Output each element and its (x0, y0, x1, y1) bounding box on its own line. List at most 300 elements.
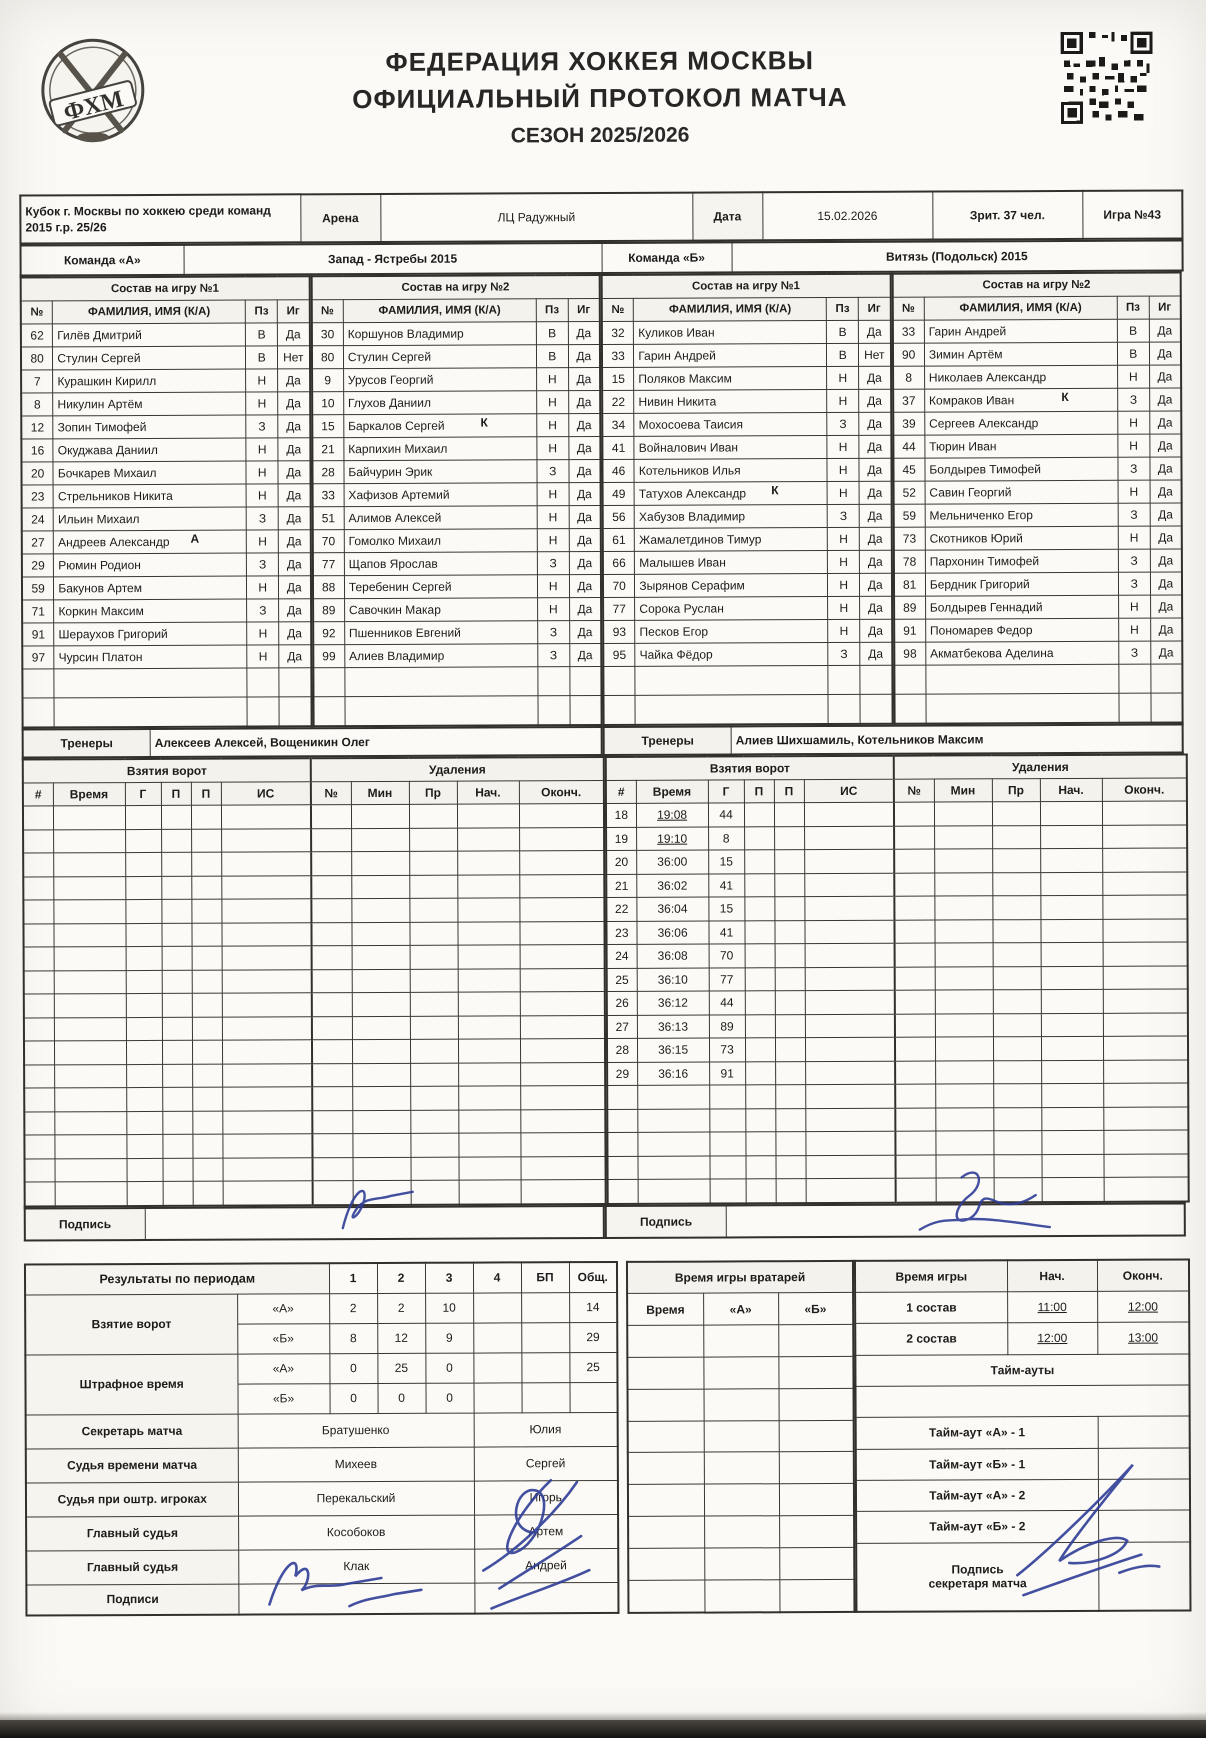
player-number: 80 (21, 347, 53, 370)
empty-cell (779, 1484, 854, 1516)
player-position: Н (536, 391, 568, 414)
empty-cell (775, 991, 805, 1015)
empty-cell (776, 1155, 806, 1179)
team-a-signature-area (145, 1206, 604, 1240)
empty-cell (519, 921, 604, 945)
player-played: Да (278, 507, 310, 530)
empty-cell (895, 1084, 935, 1108)
player-name: Коршунов Владимир (343, 322, 536, 346)
empty-cell (627, 1325, 703, 1357)
player-position: З (247, 599, 279, 622)
roster-row (312, 368, 601, 392)
goalie-time-title: Время игры вратарей (627, 1260, 853, 1293)
player-name: Карпихин Михаил (344, 437, 537, 461)
score-b-total: 29 (569, 1322, 617, 1352)
official-role: Судья при оштр. игроках (26, 1482, 238, 1517)
empty-cell (779, 1420, 854, 1452)
empty-row (607, 1083, 1188, 1109)
goal-time: 36:00 (636, 850, 708, 874)
empty-cell (23, 923, 53, 947)
player-name: Песков Егор (635, 620, 828, 644)
roster-row (22, 553, 311, 577)
empty-cell (828, 694, 860, 724)
goal-index: 19 (606, 827, 636, 851)
player-played: Да (278, 369, 310, 392)
empty-cell (409, 828, 457, 852)
roster-row (893, 572, 1182, 596)
empty-cell (775, 1014, 805, 1038)
player-number: 33 (892, 320, 924, 343)
empty-cell (934, 802, 992, 826)
empty-cell (804, 849, 894, 873)
empty-cell (935, 1131, 993, 1155)
player-number: 89 (894, 596, 926, 619)
col-name: ФАМИЛИЯ, ИМЯ (К/А) (343, 299, 536, 323)
player-name: Курашкин Кирилл (53, 369, 246, 393)
player-name: Хабузов Владимир (634, 505, 827, 529)
lineup-1-start: 11:00 (1007, 1291, 1097, 1323)
player-number: 23 (22, 485, 54, 508)
player-position: Н (1118, 526, 1150, 549)
arena-label: Арена (300, 194, 380, 242)
empty-cell (191, 899, 221, 923)
empty-cell (745, 1108, 775, 1132)
empty-row (22, 697, 311, 728)
player-position: Н (537, 506, 569, 529)
player-number: 16 (21, 439, 53, 462)
empty-cell (279, 697, 311, 727)
empty-cell (926, 664, 1119, 694)
penalty-col: Оконч. (1102, 778, 1187, 801)
player-number: 24 (22, 508, 54, 531)
player-number: 49 (603, 482, 635, 505)
player-name: Теребенин Сергей (344, 575, 537, 599)
player-name: Андреев Александр А (54, 530, 247, 554)
timeout-a1: Тайм-аут «А» - 1 (856, 1417, 1098, 1449)
player-name: Гарин Андрей (634, 344, 827, 368)
roster-title: Состав на игру №1 (602, 274, 891, 299)
player-number: 88 (312, 576, 344, 599)
pen-a-p1: 0 (329, 1353, 377, 1383)
empty-row (313, 667, 602, 697)
score-b-p3: 9 (425, 1323, 473, 1353)
empty-cell (993, 966, 1041, 990)
player-name: Котельников Илья (634, 459, 827, 483)
player-played: Да (859, 550, 891, 573)
player-name: Шераухов Григорий (54, 622, 247, 646)
empty-cell (1103, 1083, 1188, 1107)
empty-cell (457, 874, 519, 898)
roster-title: Состав на игру №2 (892, 272, 1181, 297)
empty-cell (895, 967, 935, 991)
empty-cell (935, 1107, 993, 1131)
empty-cell (894, 849, 934, 873)
roster-row (313, 598, 602, 622)
player-number: 20 (21, 462, 53, 485)
empty-cell (352, 1110, 410, 1134)
team-a-label: Команда «А» (21, 245, 184, 276)
pen-a-total: 25 (569, 1352, 617, 1382)
empty-cell (1103, 1059, 1188, 1083)
empty-cell (191, 923, 221, 947)
empty-cell (313, 697, 345, 727)
empty-cell (1041, 942, 1103, 966)
empty-cell (192, 1158, 222, 1182)
empty-row (628, 1515, 854, 1548)
player-number: 92 (313, 622, 345, 645)
player-position: Н (247, 530, 279, 553)
empty-cell (993, 1013, 1041, 1037)
goal-col: Время (636, 780, 708, 803)
roster-row (603, 527, 892, 551)
col-played: Иг (277, 300, 309, 323)
empty-cell (311, 852, 351, 876)
player-played: Нет (859, 343, 891, 366)
empty-cell (457, 827, 519, 851)
player-position: Н (1118, 480, 1150, 503)
player-played: Да (1150, 526, 1182, 549)
empty-cell (935, 943, 993, 967)
empty-cell (895, 1061, 935, 1085)
empty-cell (24, 994, 54, 1018)
score-a-bp (521, 1292, 569, 1322)
empty-cell (312, 1063, 352, 1087)
empty-cell (709, 1085, 745, 1109)
empty-cell (894, 826, 934, 850)
empty-cell (1103, 1012, 1188, 1036)
player-played: Да (1149, 365, 1181, 388)
empty-cell (54, 1088, 126, 1112)
official-row (26, 1514, 618, 1551)
empty-cell (54, 1017, 126, 1041)
player-position: З (827, 504, 859, 527)
player-number: 52 (893, 481, 925, 504)
empty-cell (935, 1013, 993, 1037)
empty-cell (710, 1179, 746, 1203)
player-played: Да (279, 645, 311, 668)
empty-cell (1041, 1083, 1103, 1107)
scanner-edge-bar (0, 1720, 1206, 1738)
empty-cell (222, 1063, 312, 1087)
empty-cell (53, 853, 125, 877)
player-name: Тюрин Иван (925, 434, 1118, 458)
empty-cell (222, 969, 312, 993)
player-played: Да (568, 391, 600, 414)
arena-value: ЛЦ Радужный (380, 193, 692, 242)
player-number: 91 (894, 619, 926, 642)
team-b-label: Команда «Б» (602, 242, 732, 273)
empty-cell (222, 993, 312, 1017)
player-name: Сергеев Александр (925, 411, 1118, 435)
empty-cell (1102, 824, 1187, 848)
team-a-signature-ink (328, 1169, 458, 1240)
penalty-minutes-label: Штрафное время (25, 1354, 237, 1415)
player-position: Н (537, 598, 569, 621)
lineup-2-start: 12:00 (1007, 1323, 1097, 1355)
goal-col: ИС (804, 779, 894, 802)
empty-cell (745, 967, 775, 991)
empty-cell (607, 1109, 637, 1133)
empty-row (627, 1325, 853, 1358)
empty-cell (779, 1515, 854, 1547)
player-name: Войналович Иван (634, 436, 827, 460)
empty-row (628, 1547, 854, 1580)
empty-cell (222, 1157, 312, 1181)
empty-cell (312, 1110, 352, 1134)
score-a-p1: 2 (329, 1293, 377, 1323)
player-played: Да (279, 599, 311, 622)
goal-index: 20 (606, 850, 636, 874)
roster-row (602, 343, 891, 367)
empty-cell (520, 1085, 605, 1109)
empty-cell (895, 990, 935, 1014)
player-played: Да (1150, 641, 1182, 664)
score-a-p3: 10 (425, 1293, 473, 1323)
roster-row (21, 369, 310, 393)
player-position: Н (537, 483, 569, 506)
col-number: № (892, 297, 924, 320)
player-name: Савочкин Макар (344, 598, 537, 622)
player-played: Да (568, 437, 600, 460)
document-header (19, 29, 1182, 184)
goal-scorer-number: 44 (708, 803, 744, 827)
empty-cell (895, 1037, 935, 1061)
player-position: Н (1118, 618, 1150, 641)
timeout-a2-value (1098, 1479, 1190, 1511)
empty-cell (520, 944, 605, 968)
goal-row (607, 942, 1188, 968)
goal-time: 36:02 (636, 874, 708, 898)
roster-row (893, 526, 1182, 550)
empty-row (23, 897, 604, 923)
empty-row (23, 827, 604, 853)
penalties-title: Удаления (311, 757, 604, 782)
empty-cell (410, 992, 458, 1016)
goal-row (606, 824, 1187, 850)
player-name: Алиев Владимир (345, 644, 538, 668)
player-played: Да (278, 530, 310, 553)
team-signatures-row (24, 1202, 1186, 1241)
goal-col: Г (708, 780, 744, 803)
empty-row (24, 991, 605, 1017)
empty-cell (53, 876, 125, 900)
empty-cell (520, 968, 605, 992)
penalty-col: Пр (409, 781, 457, 804)
roster-row (22, 576, 311, 600)
player-number: 61 (603, 528, 635, 551)
empty-cell (126, 1134, 162, 1158)
empty-cell (25, 1182, 55, 1206)
player-position: Н (246, 369, 278, 392)
player-played: Да (569, 460, 601, 483)
secretary-signature-label: Подпись секретаря матча (856, 1542, 1098, 1611)
player-number: 34 (602, 413, 634, 436)
empty-cell (1119, 664, 1151, 693)
empty-cell (458, 945, 520, 969)
empty-cell (993, 943, 1041, 967)
empty-cell (162, 970, 192, 994)
empty-cell (24, 947, 54, 971)
goal-col: ИС (221, 782, 311, 805)
player-number: 70 (603, 574, 635, 597)
goal-time: 19:08 (636, 803, 708, 827)
roster-row (893, 549, 1182, 573)
official-surname: Братушенко (238, 1413, 474, 1448)
penalty-col: Пр (992, 779, 1040, 802)
empty-cell (744, 803, 774, 827)
player-played: Нет (278, 346, 310, 369)
player-number: 41 (602, 436, 634, 459)
empty-cell (54, 668, 247, 698)
empty-cell (774, 803, 804, 827)
roster-row (603, 619, 892, 643)
team-b-signature (605, 1202, 1186, 1239)
player-number: 45 (893, 458, 925, 481)
team-b-roster-game2 (891, 271, 1183, 724)
empty-cell (1103, 965, 1188, 989)
player-position: В (1117, 342, 1149, 365)
empty-cell (745, 920, 775, 944)
empty-cell (775, 944, 805, 968)
empty-cell (223, 1181, 313, 1205)
captain-letter: К (771, 483, 779, 498)
official-firstname: Сергей (474, 1446, 618, 1481)
player-played: Да (278, 415, 310, 438)
empty-cell (125, 829, 161, 853)
player-position: Н (536, 368, 568, 391)
empty-cell (54, 947, 126, 971)
player-number: 62 (21, 324, 53, 347)
empty-cell (993, 1131, 1041, 1155)
empty-cell (804, 802, 894, 826)
empty-cell (23, 876, 53, 900)
empty-cell (191, 852, 221, 876)
empty-cell (519, 803, 604, 827)
empty-cell (221, 852, 311, 876)
goal-scorer-number: 41 (709, 920, 745, 944)
empty-cell (703, 1325, 778, 1357)
player-number: 81 (893, 573, 925, 596)
empty-cell (775, 1085, 805, 1109)
player-number: 21 (312, 438, 344, 461)
empty-cell (1040, 895, 1102, 919)
lineup-2-label: 2 состав (855, 1323, 1007, 1355)
season-title: СЕЗОН 2025/2026 (510, 123, 690, 148)
empty-cell (192, 1017, 222, 1041)
team-a-roster-game1 (20, 275, 312, 728)
col-played: Иг (858, 297, 890, 320)
player-position: З (1118, 457, 1150, 480)
player-position: З (537, 621, 569, 644)
empty-cell (519, 874, 604, 898)
player-name: Болдырев Геннадий (925, 595, 1118, 619)
empty-cell (192, 970, 222, 994)
empty-cell (779, 1579, 854, 1612)
penalty-col: Нач. (457, 781, 519, 804)
goal-row (606, 871, 1187, 897)
roster-row (22, 645, 311, 669)
player-name: Куликов Иван (634, 321, 827, 345)
player-number: 71 (22, 600, 54, 623)
player-played: Да (859, 435, 891, 458)
empty-row (627, 1356, 853, 1389)
player-played: Да (1150, 457, 1182, 480)
roster-row (312, 506, 601, 530)
signature-label: Подпись (606, 1205, 726, 1238)
roster-row (22, 599, 311, 623)
empty-cell (458, 1109, 520, 1133)
col-number: № (311, 300, 343, 323)
roster-row (894, 641, 1183, 665)
player-name: Гомолко Михаил (344, 529, 537, 553)
team-b-rosters (601, 271, 1184, 756)
scanner-shadow (0, 1712, 1206, 1720)
empty-row (608, 1177, 1189, 1204)
roster-row (893, 365, 1182, 389)
empty-row (313, 696, 602, 727)
empty-cell (935, 966, 993, 990)
empty-row (24, 968, 605, 994)
col-number: № (21, 301, 53, 324)
empty-cell (926, 693, 1119, 723)
empty-cell (24, 970, 54, 994)
player-position: З (1119, 641, 1151, 664)
empty-cell (1103, 989, 1188, 1013)
date-value: 15.02.2026 (762, 192, 932, 241)
empty-cell (351, 828, 409, 852)
roster-row (22, 484, 311, 508)
roster-row (312, 460, 601, 484)
player-name: Комраков Иван К (924, 388, 1117, 412)
player-number: 89 (313, 599, 345, 622)
empty-cell (1102, 848, 1187, 872)
empty-cell (311, 899, 351, 923)
penalty-col: № (894, 779, 934, 802)
empty-cell (1104, 1153, 1189, 1177)
roster-row (892, 319, 1181, 343)
player-name: Зимин Артём (924, 342, 1117, 366)
judge-signature-1-area (238, 1583, 474, 1615)
empty-cell (992, 825, 1040, 849)
rosters-section (20, 271, 1184, 758)
player-played: Да (860, 619, 892, 642)
empty-cell (805, 1061, 895, 1085)
goal-scorer-number: 73 (709, 1038, 745, 1062)
empty-row (603, 694, 892, 725)
goal-row (606, 801, 1187, 827)
player-name: Стулин Сергей (53, 346, 246, 370)
goal-col: # (606, 780, 636, 803)
empty-cell (222, 946, 312, 970)
empty-cell (247, 668, 279, 697)
player-name: Гарин Андрей (924, 319, 1117, 343)
player-position: Н (537, 414, 569, 437)
player-name: Нивин Никита (634, 390, 827, 414)
empty-cell (126, 1064, 162, 1088)
player-name: Бердник Григорий (925, 572, 1118, 596)
empty-cell (312, 1134, 352, 1158)
score-b-p2: 12 (377, 1323, 425, 1353)
empty-cell (247, 697, 279, 727)
empty-cell (775, 1108, 805, 1132)
roster-row (603, 573, 892, 597)
empty-cell (628, 1421, 704, 1453)
roster-row (21, 438, 310, 462)
player-played: Да (858, 320, 890, 343)
player-position: Н (247, 645, 279, 668)
empty-cell (410, 1016, 458, 1040)
empty-cell (162, 993, 192, 1017)
